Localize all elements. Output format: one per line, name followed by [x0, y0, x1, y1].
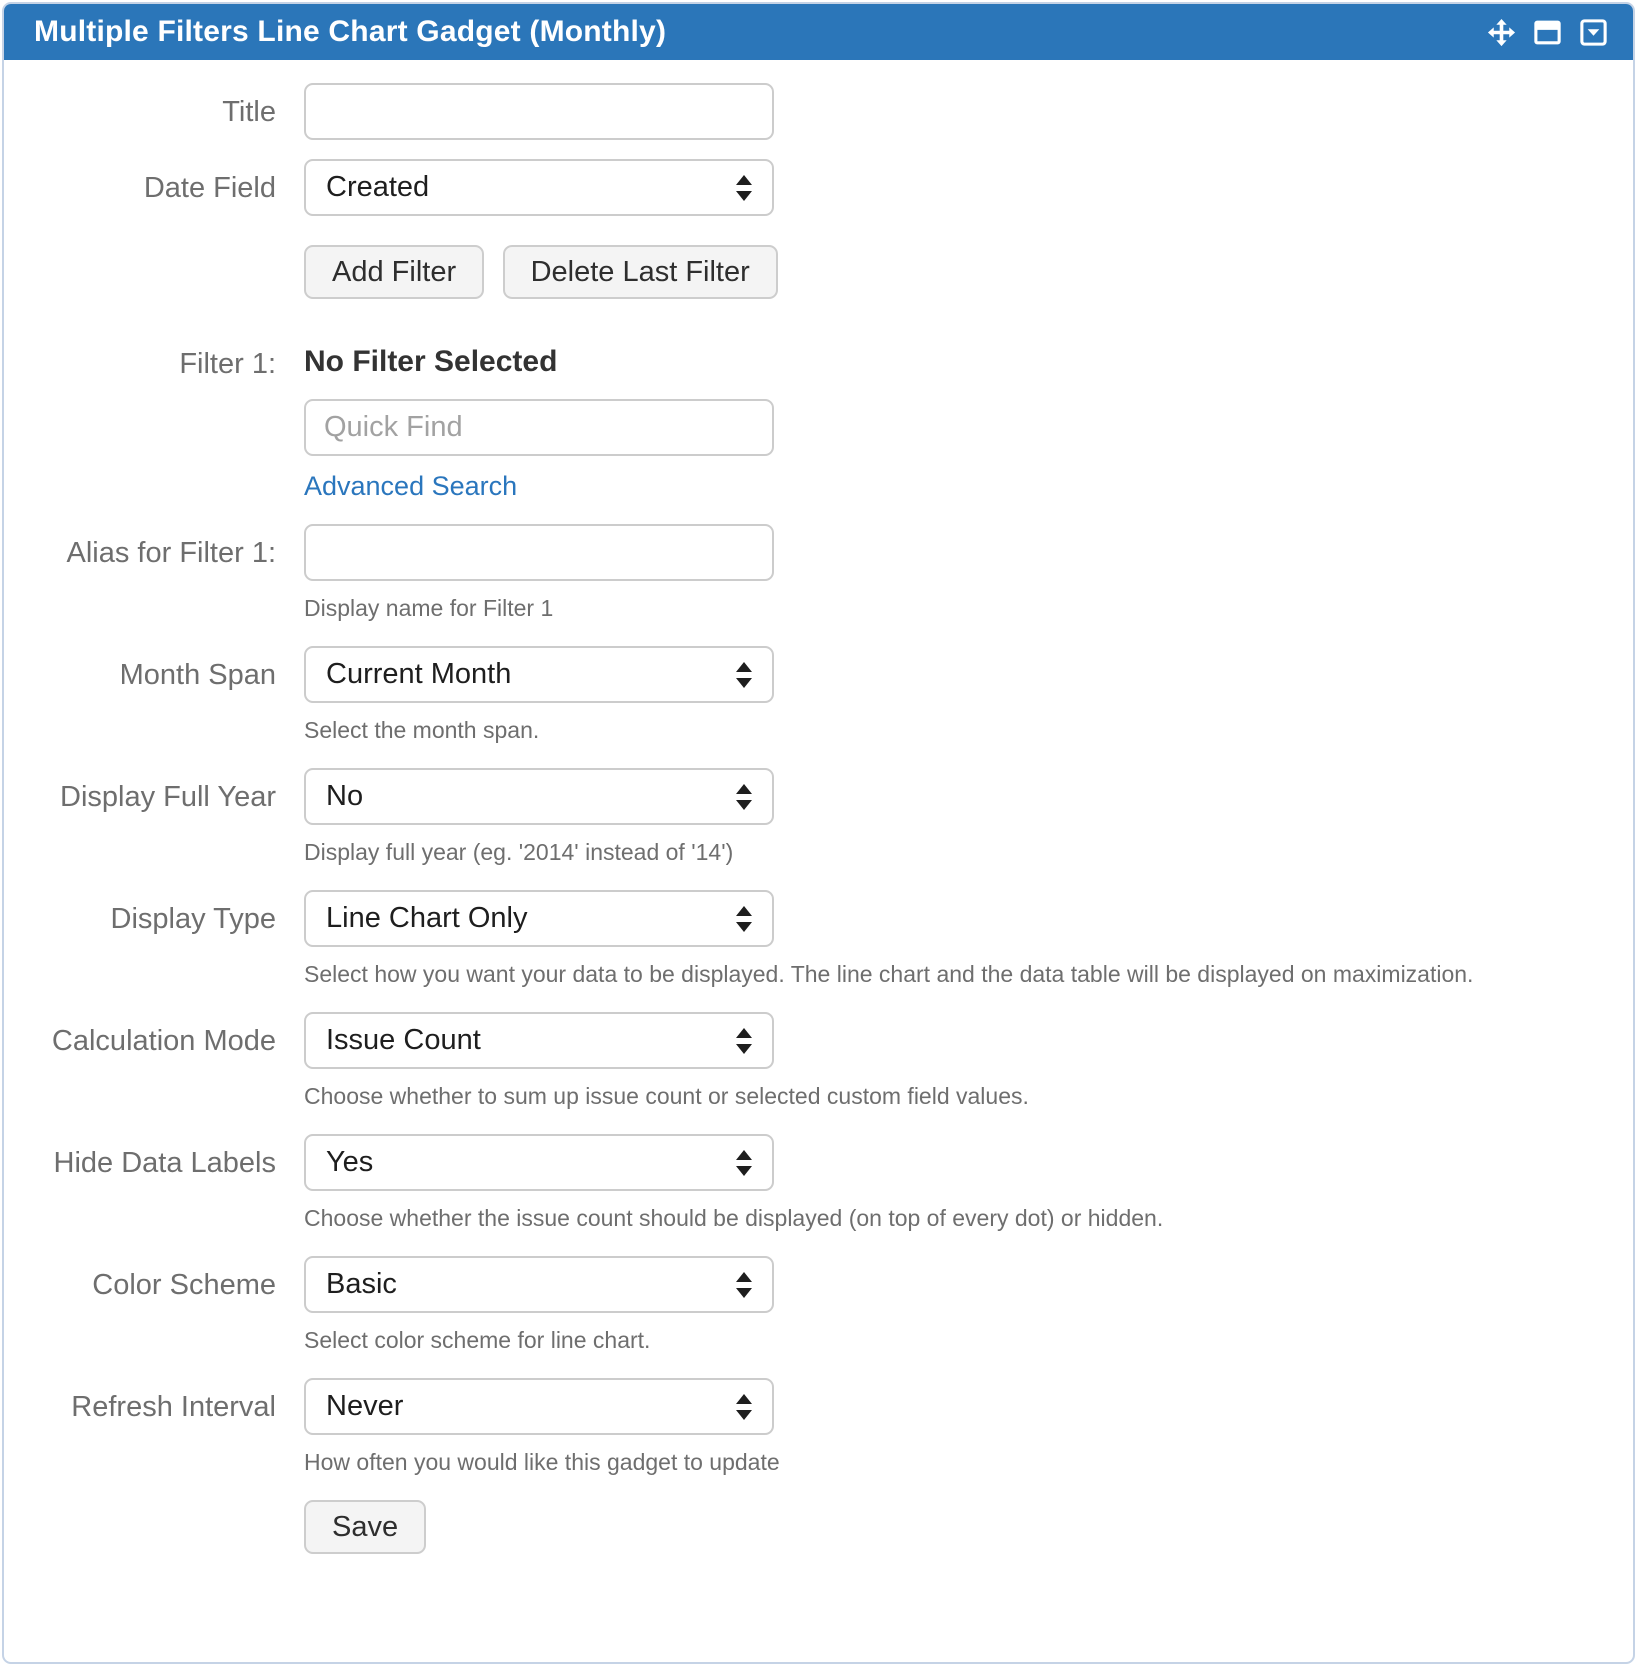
refresh-interval-help: How often you would like this gadget to update	[304, 1449, 780, 1475]
month-span-value: Current Month	[326, 658, 512, 690]
select-stepper-icon	[736, 784, 752, 810]
maximize-icon[interactable]	[1532, 17, 1563, 48]
empty-label	[4, 245, 304, 299]
alias1-label: Alias for Filter 1:	[66, 537, 276, 569]
color-scheme-select[interactable]	[304, 1256, 774, 1313]
color-scheme-label: Color Scheme	[92, 1269, 276, 1301]
delete-last-filter-button[interactable]: Delete Last Filter	[503, 245, 778, 299]
field-row-alias1	[4, 524, 1613, 622]
refresh-interval-value: Never	[326, 1390, 404, 1422]
date-field-value: Created	[326, 171, 430, 203]
hide-data-labels-value: Yes	[326, 1146, 374, 1178]
dropdown-icon[interactable]	[1578, 17, 1609, 48]
gadget-config-form	[4, 60, 1633, 1594]
month-span-label: Month Span	[119, 659, 276, 691]
hide-data-labels-help: Choose whether the issue count should be displayed (on top of every dot) or hidden.	[304, 1205, 1164, 1231]
select-stepper-icon	[736, 1150, 752, 1176]
title-input[interactable]	[304, 83, 774, 140]
display-type-select[interactable]	[304, 890, 774, 947]
color-scheme-value: Basic	[326, 1268, 397, 1300]
field-row-color-scheme	[4, 1256, 1613, 1354]
advanced-search-link[interactable]: Advanced Search	[304, 471, 518, 501]
gadget-header-controls	[1486, 17, 1609, 48]
select-stepper-icon	[736, 175, 752, 201]
display-type-value: Line Chart Only	[326, 902, 528, 934]
display-full-year-help: Display full year (eg. '2014' instead of '14')	[304, 839, 734, 865]
calculation-mode-help: Choose whether to sum up issue count or selected custom field values.	[304, 1083, 1029, 1109]
month-span-help: Select the month span.	[304, 717, 540, 743]
calculation-mode-value: Issue Count	[326, 1024, 481, 1056]
select-stepper-icon	[736, 906, 752, 932]
field-row-calculation-mode	[4, 1012, 1613, 1110]
display-type-label: Display Type	[110, 903, 276, 935]
field-row-hide-data-labels	[4, 1134, 1613, 1232]
calculation-mode-select[interactable]	[304, 1012, 774, 1069]
filter-buttons-row	[4, 245, 1613, 299]
display-full-year-label: Display Full Year	[60, 781, 276, 813]
field-row-month-span	[4, 646, 1613, 744]
filter1-label: Filter 1:	[179, 348, 276, 380]
empty-label	[4, 1500, 304, 1554]
gadget-title: Multiple Filters Line Chart Gadget (Monthly)	[34, 15, 667, 48]
date-field-label: Date Field	[143, 172, 276, 204]
add-filter-button[interactable]: Add Filter	[304, 245, 484, 299]
hide-data-labels-select[interactable]	[304, 1134, 774, 1191]
alias1-input[interactable]	[304, 524, 774, 581]
save-row	[4, 1500, 1613, 1554]
select-stepper-icon	[736, 1272, 752, 1298]
select-stepper-icon	[736, 662, 752, 688]
select-stepper-icon	[736, 1394, 752, 1420]
title-label: Title	[222, 96, 276, 128]
display-type-help: Select how you want your data to be displayed. The line chart and the data table will be displayed on maximization.	[304, 961, 1474, 987]
quick-find-input[interactable]	[304, 399, 774, 456]
filter1-status: No Filter Selected	[304, 345, 558, 378]
save-button[interactable]: Save	[304, 1500, 426, 1554]
gadget-header	[4, 4, 1633, 60]
calculation-mode-label: Calculation Mode	[51, 1025, 276, 1057]
field-row-filter1	[4, 339, 1613, 502]
display-full-year-value: No	[326, 780, 364, 812]
field-row-display-full-year	[4, 768, 1613, 866]
refresh-interval-label: Refresh Interval	[71, 1391, 276, 1423]
color-scheme-help: Select color scheme for line chart.	[304, 1327, 651, 1353]
hide-data-labels-label: Hide Data Labels	[53, 1147, 276, 1179]
move-icon[interactable]	[1486, 17, 1517, 48]
field-row-title	[4, 83, 1613, 140]
field-row-refresh-interval	[4, 1378, 1613, 1476]
display-full-year-select[interactable]	[304, 768, 774, 825]
field-row-display-type	[4, 890, 1613, 988]
alias1-help: Display name for Filter 1	[304, 595, 554, 621]
gadget-panel	[2, 2, 1635, 1664]
select-stepper-icon	[736, 1028, 752, 1054]
field-row-date-field	[4, 159, 1613, 216]
date-field-select[interactable]	[304, 159, 774, 216]
month-span-select[interactable]	[304, 646, 774, 703]
refresh-interval-select[interactable]	[304, 1378, 774, 1435]
